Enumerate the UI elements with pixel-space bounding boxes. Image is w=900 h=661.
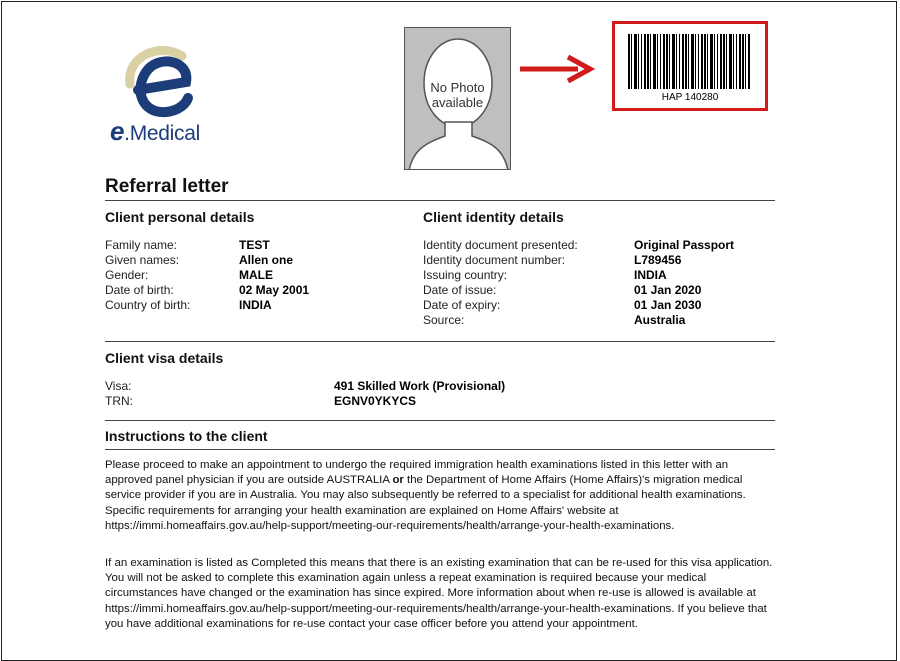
visa-label: Visa: bbox=[105, 379, 132, 393]
given-names-value: Allen one bbox=[239, 253, 294, 267]
page-title: Referral letter bbox=[105, 176, 229, 197]
source-value: Australia bbox=[634, 313, 686, 327]
barcode-number: HAP 140280 bbox=[661, 92, 719, 103]
source-label: Source: bbox=[423, 313, 465, 327]
divider bbox=[105, 200, 775, 201]
gender-label: Gender: bbox=[105, 268, 149, 282]
dob-value: 02 May 2001 bbox=[239, 283, 310, 297]
issuing-country-label: Issuing country: bbox=[423, 268, 508, 282]
personal-details-heading: Client personal details bbox=[105, 209, 255, 225]
instructions-heading: Instructions to the client bbox=[105, 428, 268, 444]
instructions-paragraph-1: Please proceed to make an appointment to undergo the required immigration health examinations listed in this letter with an approved panel physician if you are outside AUSTRALIA or the Department of Home Affairs (Home Affairs)'s migration medical service provider if you are in Australia. You may also subsequently be referred to a specialist for additional health examinations. Specific requirements for arranging your health examination are explained on Home Affairs' website at https://immi.homeaffairs.gov.au/help-support/meeting-our-requirements/health/arrange-your-health-examinations. bbox=[105, 459, 746, 532]
id-document-label: Identity document presented: bbox=[423, 238, 578, 252]
instructions-paragraph-2: If an examination is listed as Completed this means that there is an existing examination that can be re-used for this visa application. You will not be asked to complete this examination again unless a repeat examination is required because your medical circumstances have changed or the examination has since expired. More information about when re-use is allowed is available at https://immi.homeaffairs.gov.au/help-support/meeting-our-requirements/health/arrange-your-health-examinations. If you believe that you have additional examinations for re-use contact your case officer before you attend your appointment. bbox=[105, 557, 773, 630]
country-of-birth-value: INDIA bbox=[239, 298, 272, 312]
trn-value: EGNV0YKYCS bbox=[334, 394, 417, 408]
no-photo-text: No Photo available bbox=[430, 80, 485, 110]
date-of-issue-label: Date of issue: bbox=[423, 283, 497, 297]
visa-value: 491 Skilled Work (Provisional) bbox=[334, 379, 506, 393]
date-of-expiry-label: Date of expiry: bbox=[423, 298, 501, 312]
photo-placeholder bbox=[404, 27, 511, 170]
visa-details-heading: Client visa details bbox=[105, 350, 224, 366]
issuing-country-value: INDIA bbox=[634, 268, 667, 282]
logo-wordmark: e.Medical bbox=[110, 116, 200, 146]
id-document-value: Original Passport bbox=[634, 238, 735, 252]
trn-label: TRN: bbox=[105, 394, 133, 408]
barcode-highlight bbox=[612, 21, 768, 111]
divider bbox=[105, 449, 775, 450]
divider bbox=[105, 420, 775, 421]
date-of-issue-value: 01 Jan 2020 bbox=[634, 283, 702, 297]
country-of-birth-label: Country of birth: bbox=[105, 298, 191, 312]
id-number-value: L789456 bbox=[634, 253, 682, 267]
date-of-expiry-value: 01 Jan 2030 bbox=[634, 298, 702, 312]
barcode bbox=[628, 34, 750, 89]
identity-details-heading: Client identity details bbox=[423, 209, 564, 225]
family-name-value: TEST bbox=[239, 238, 270, 252]
divider bbox=[105, 341, 775, 342]
family-name-label: Family name: bbox=[105, 238, 178, 252]
given-names-label: Given names: bbox=[105, 253, 180, 267]
id-number-label: Identity document number: bbox=[423, 253, 566, 267]
gender-value: MALE bbox=[239, 268, 273, 282]
dob-label: Date of birth: bbox=[105, 283, 174, 297]
arrow-right-icon bbox=[518, 54, 598, 84]
